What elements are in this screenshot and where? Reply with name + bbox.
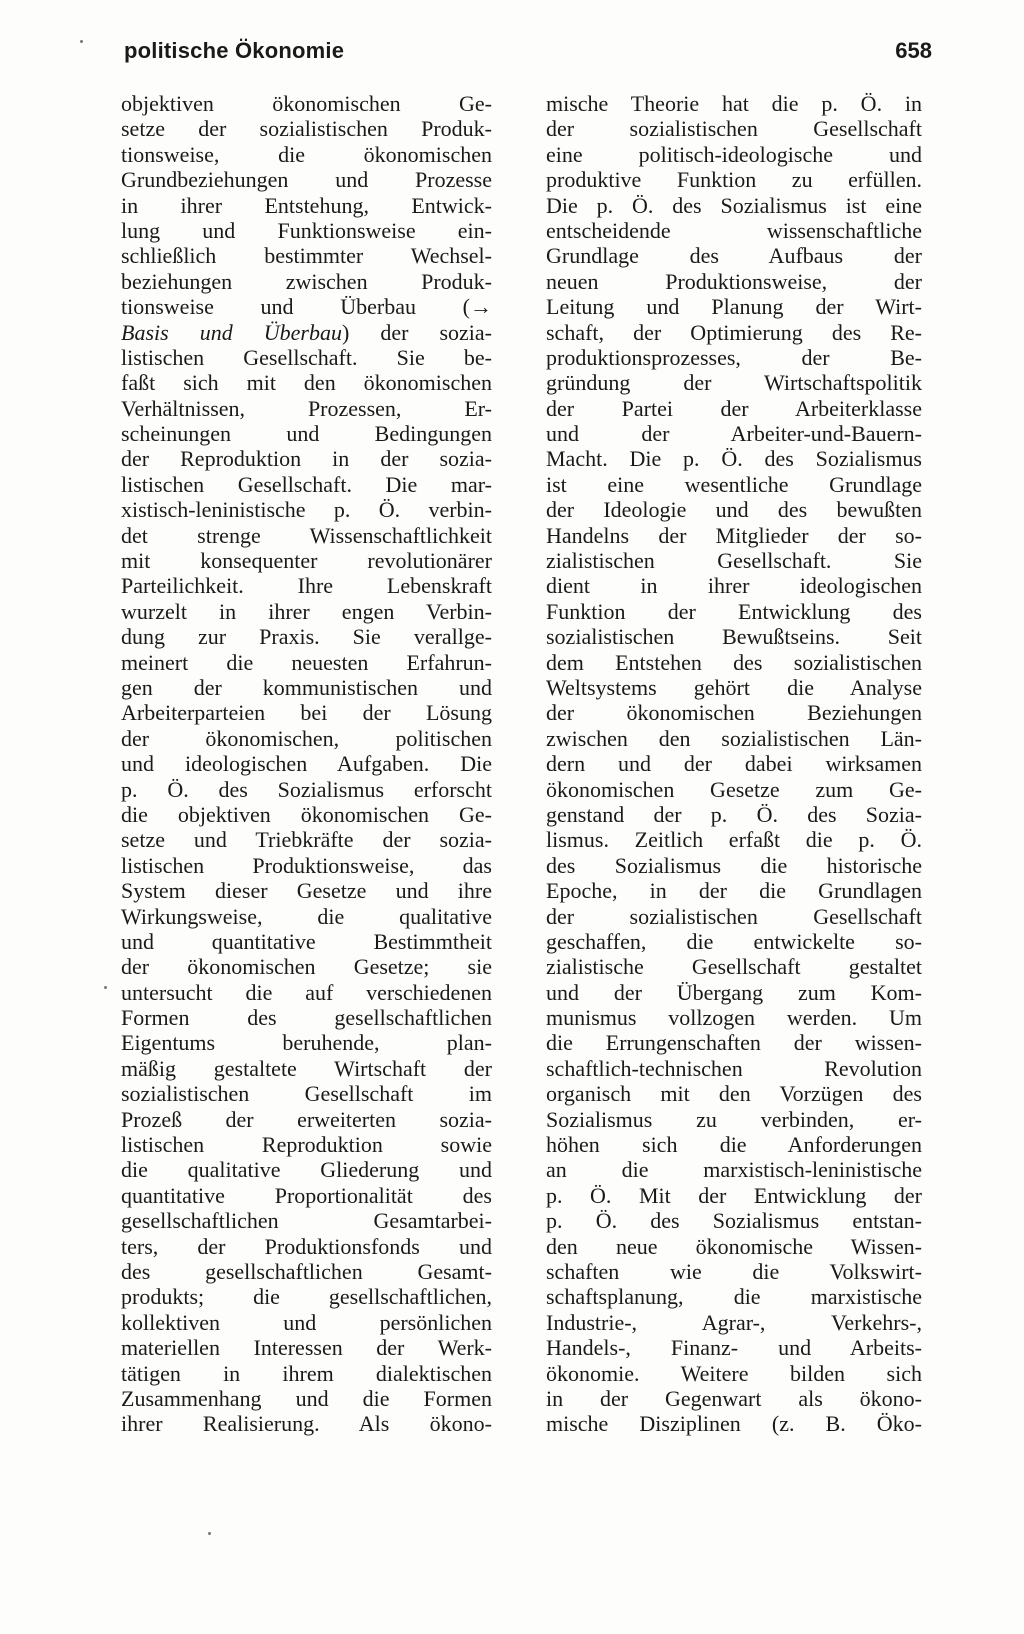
- text-line: sozialistischen Gesellschaft im: [121, 1081, 492, 1107]
- text-line: dient in ihrer ideologischen: [546, 573, 922, 599]
- text-line: Handels-, Finanz- und Arbeits-: [546, 1335, 922, 1361]
- text-line: Wirkungsweise, die qualitative: [121, 903, 492, 929]
- right-text-column: [546, 91, 922, 1437]
- text-line: ökonomischen Gesetze zum Ge-: [546, 776, 922, 802]
- text-line: Epoche, in der die Grundlagen: [546, 878, 922, 904]
- text-line: schaft, der Optimierung des Re-: [546, 319, 922, 345]
- text-line: setze und Triebkräfte der sozia-: [121, 827, 492, 853]
- text-line: zwischen den sozialistischen Län-: [546, 725, 922, 751]
- text-line: tionsweise und Überbau (→: [121, 294, 492, 320]
- text-line: setze der sozialistischen Produk-: [121, 116, 492, 142]
- text-line: Formen des gesellschaftlichen: [121, 1005, 492, 1031]
- text-line: produktive Funktion zu erfüllen.: [546, 167, 922, 193]
- scan-speck: [80, 40, 83, 43]
- text-line: organisch mit den Vorzügen des: [546, 1081, 922, 1107]
- text-line: objektiven ökonomischen Ge-: [121, 91, 492, 116]
- text-line: Die p. Ö. des Sozialismus ist eine: [546, 192, 922, 218]
- text-line: geschaffen, die entwickelte so-: [546, 928, 922, 954]
- text-line: listischen Gesellschaft. Die mar-: [121, 471, 492, 497]
- text-line: listischen Produktionsweise, das: [121, 852, 492, 878]
- text-line: p. Ö. des Sozialismus erforscht: [121, 776, 492, 802]
- text-line: sozialistischen Bewußtseins. Seit: [546, 624, 922, 650]
- text-line: Eigentums beruhende, plan-: [121, 1030, 492, 1056]
- running-head-title: politische Ökonomie: [124, 38, 345, 63]
- text-line: eine politisch-ideologische und: [546, 141, 922, 167]
- text-line: lung und Funktionsweise ein-: [121, 217, 492, 243]
- text-line: Funktion der Entwicklung des: [546, 598, 922, 624]
- text-line: dem Entstehen des sozialistischen: [546, 649, 922, 675]
- text-line: tionsweise, die ökonomischen: [121, 141, 492, 167]
- text-line: faßt sich mit den ökonomischen: [121, 370, 492, 396]
- text-line: p. Ö. des Sozialismus entstan-: [546, 1208, 922, 1234]
- text-line: der sozialistischen Gesellschaft: [546, 116, 922, 142]
- text-line: ihrer Realisierung. Als ökono-: [121, 1411, 492, 1437]
- text-line: der Ideologie und des bewußten: [546, 497, 922, 523]
- text-line: zialistischen Gesellschaft. Sie: [546, 548, 922, 574]
- text-line: beziehungen zwischen Produk-: [121, 268, 492, 294]
- text-line: materiellen Interessen der Werk-: [121, 1335, 492, 1361]
- text-line: listischen Reproduktion sowie: [121, 1132, 492, 1158]
- page-number: 658: [895, 38, 932, 63]
- text-line: mische Theorie hat die p. Ö. in: [546, 91, 922, 116]
- text-line: Verhältnissen, Prozessen, Er-: [121, 395, 492, 421]
- text-line: höhen sich die Anforderungen: [546, 1132, 922, 1158]
- text-line: dern und der dabei wirksamen: [546, 751, 922, 777]
- text-line: Arbeiterparteien bei der Lösung: [121, 700, 492, 726]
- text-line: schaftsplanung, die marxistische: [546, 1284, 922, 1310]
- text-line: Zusammenhang und die Formen: [121, 1385, 492, 1411]
- text-line: schaften wie die Volkswirt-: [546, 1258, 922, 1284]
- text-line: und ideologischen Aufgaben. Die: [121, 751, 492, 777]
- text-line: schließlich bestimmter Wechsel-: [121, 243, 492, 269]
- text-line: listischen Gesellschaft. Sie be-: [121, 344, 492, 370]
- scan-speck: [104, 986, 107, 989]
- text-line: Leitung und Planung der Wirt-: [546, 294, 922, 320]
- text-line: der sozialistischen Gesellschaft: [546, 903, 922, 929]
- text-line: an die marxistisch-leninistische: [546, 1157, 922, 1183]
- text-line: Grundlage des Aufbaus der: [546, 243, 922, 269]
- text-line: genstand der p. Ö. des Sozia-: [546, 801, 922, 827]
- text-line: Sozialismus zu verbinden, er-: [546, 1106, 922, 1132]
- text-line: kollektiven und persönlichen: [121, 1309, 492, 1335]
- text-line: des gesellschaftlichen Gesamt-: [121, 1258, 492, 1284]
- text-line: neuen Produktionsweise, der: [546, 268, 922, 294]
- text-line: p. Ö. Mit der Entwicklung der: [546, 1182, 922, 1208]
- text-line: ökonomie. Weitere bilden sich: [546, 1360, 922, 1386]
- text-line: entscheidende wissenschaftliche: [546, 217, 922, 243]
- text-line: wurzelt in ihrer engen Verbin-: [121, 598, 492, 624]
- text-line: die Errungenschaften der wissen-: [546, 1030, 922, 1056]
- text-line: und quantitative Bestimmtheit: [121, 928, 492, 954]
- text-line: det strenge Wissenschaftlichkeit: [121, 522, 492, 548]
- text-line: produkts; die gesellschaftlichen,: [121, 1284, 492, 1310]
- text-line: der Reproduktion in der sozia-: [121, 446, 492, 472]
- text-line: untersucht die auf verschiedenen: [121, 979, 492, 1005]
- text-line: scheinungen und Bedingungen: [121, 421, 492, 447]
- text-line: mische Disziplinen (z. B. Öko-: [546, 1411, 922, 1437]
- text-line: gesellschaftlichen Gesamtarbei-: [121, 1208, 492, 1234]
- text-line: produktionsprozesses, der Be-: [546, 344, 922, 370]
- text-line: in der Gegenwart als ökono-: [546, 1385, 922, 1411]
- text-line: meinert die neuesten Erfahrun-: [121, 649, 492, 675]
- text-line: Grundbeziehungen und Prozesse: [121, 167, 492, 193]
- text-line: ters, der Produktionsfonds und: [121, 1233, 492, 1259]
- text-line: Handelns der Mitglieder der so-: [546, 522, 922, 548]
- scan-speck: [208, 1532, 211, 1535]
- text-line: System dieser Gesetze und ihre: [121, 878, 492, 904]
- text-line: der Partei der Arbeiterklasse: [546, 395, 922, 421]
- text-line: gen der kommunistischen und: [121, 674, 492, 700]
- text-line: der ökonomischen Beziehungen: [546, 700, 922, 726]
- text-line: tätigen in ihrem dialektischen: [121, 1360, 492, 1386]
- text-line: Parteilichkeit. Ihre Lebenskraft: [121, 573, 492, 599]
- text-line: munismus vollzogen werden. Um: [546, 1005, 922, 1031]
- text-line: in ihrer Entstehung, Entwick-: [121, 192, 492, 218]
- text-line: des Sozialismus die historische: [546, 852, 922, 878]
- text-line: schaftlich-technischen Revolution: [546, 1055, 922, 1081]
- text-line: ist eine wesentliche Grundlage: [546, 471, 922, 497]
- text-line: und der Arbeiter-und-Bauern-: [546, 421, 922, 447]
- text-line: den neue ökonomische Wissen-: [546, 1233, 922, 1259]
- text-line: xistisch-leninistische p. Ö. verbin-: [121, 497, 492, 523]
- text-line: gründung der Wirtschaftspolitik: [546, 370, 922, 396]
- text-line: mäßig gestaltete Wirtschaft der: [121, 1055, 492, 1081]
- text-line: Basis und Überbau) der sozia-: [121, 319, 492, 345]
- text-line: Industrie-, Agrar-, Verkehrs-,: [546, 1309, 922, 1335]
- text-line: und der Übergang zum Kom-: [546, 979, 922, 1005]
- text-line: quantitative Proportionalität des: [121, 1182, 492, 1208]
- text-line: Weltsystems gehört die Analyse: [546, 674, 922, 700]
- text-line: der ökonomischen Gesetze; sie: [121, 954, 492, 980]
- left-text-column: [121, 91, 492, 1437]
- text-line: der ökonomischen, politischen: [121, 725, 492, 751]
- text-line: die qualitative Gliederung und: [121, 1157, 492, 1183]
- text-line: mit konsequenter revolutionärer: [121, 548, 492, 574]
- text-line: dung zur Praxis. Sie verallge-: [121, 624, 492, 650]
- text-line: lismus. Zeitlich erfaßt die p. Ö.: [546, 827, 922, 853]
- text-line: zialistische Gesellschaft gestaltet: [546, 954, 922, 980]
- text-line: die objektiven ökonomischen Ge-: [121, 801, 492, 827]
- text-line: Prozeß der erweiterten sozia-: [121, 1106, 492, 1132]
- text-line: Macht. Die p. Ö. des Sozialismus: [546, 446, 922, 472]
